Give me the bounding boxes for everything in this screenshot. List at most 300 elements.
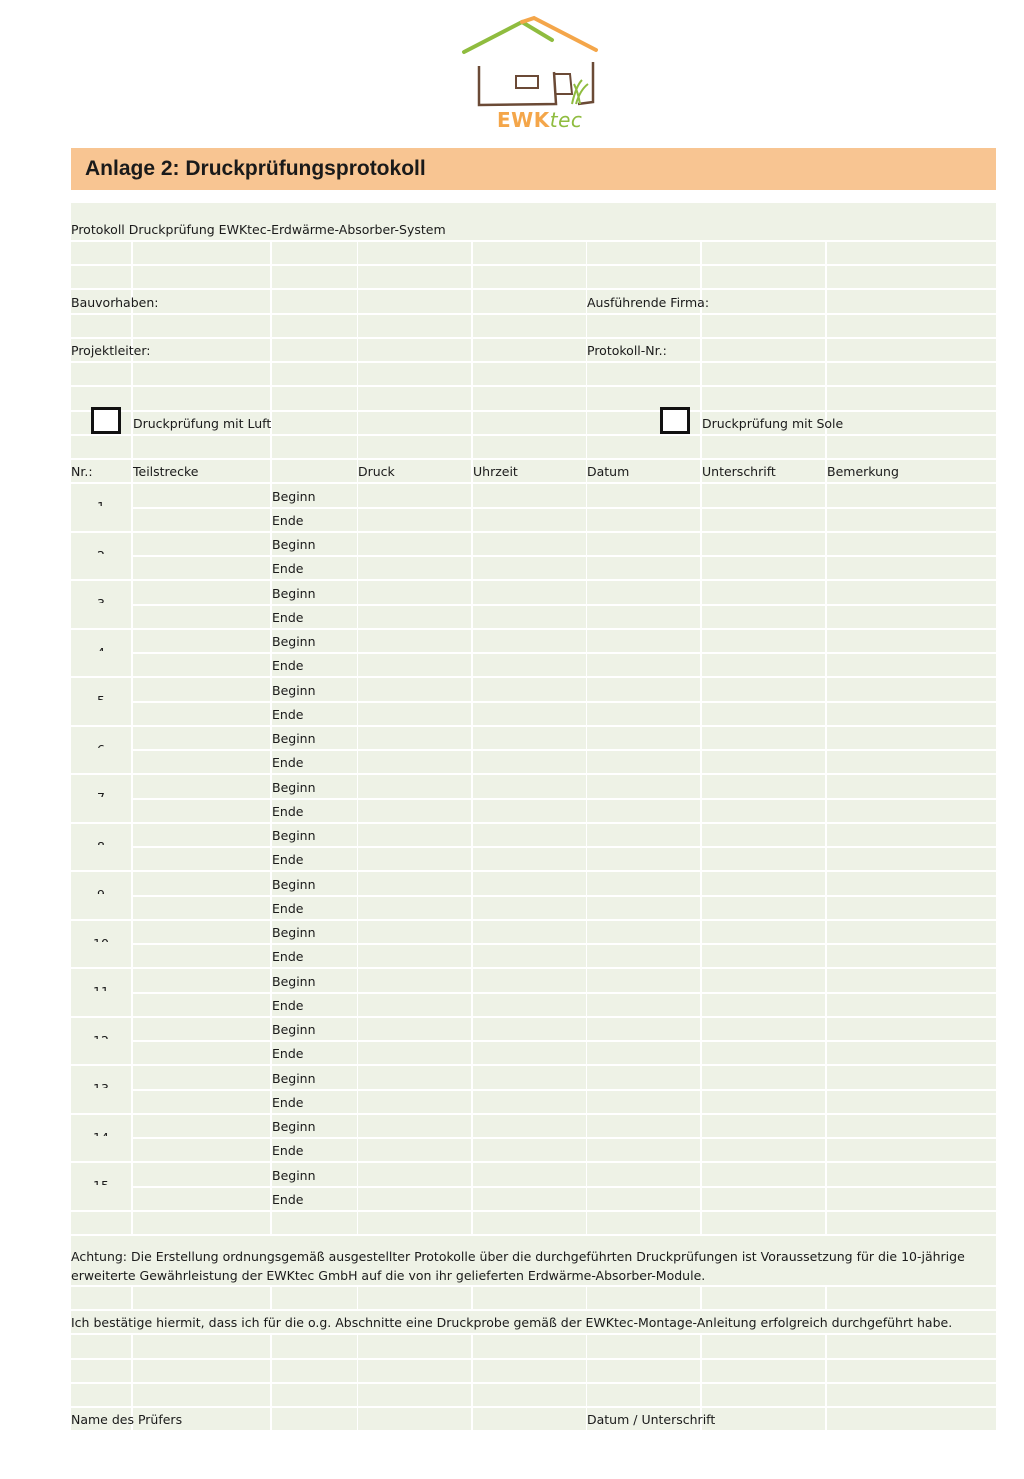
form-cell[interactable] bbox=[133, 1384, 270, 1406]
form-cell[interactable] bbox=[587, 703, 700, 725]
form-cell[interactable] bbox=[827, 1360, 996, 1382]
form-cell[interactable] bbox=[473, 290, 586, 312]
form-cell[interactable] bbox=[272, 315, 357, 337]
form-cell[interactable] bbox=[827, 606, 996, 628]
form-cell[interactable] bbox=[827, 242, 996, 264]
form-cell[interactable] bbox=[473, 775, 586, 797]
form-cell[interactable] bbox=[133, 1115, 270, 1137]
form-cell[interactable] bbox=[473, 824, 586, 846]
form-cell[interactable] bbox=[71, 1088, 131, 1113]
form-cell[interactable] bbox=[702, 266, 825, 288]
form-cell[interactable] bbox=[473, 727, 586, 749]
form-cell[interactable] bbox=[473, 1115, 586, 1137]
form-cell[interactable] bbox=[587, 581, 700, 603]
form-cell[interactable] bbox=[702, 1163, 825, 1185]
form-cell[interactable] bbox=[272, 387, 357, 409]
form-cell[interactable] bbox=[702, 436, 825, 458]
form-cell[interactable] bbox=[587, 654, 700, 676]
form-cell[interactable] bbox=[702, 1066, 825, 1088]
form-cell[interactable] bbox=[272, 1384, 357, 1406]
form-cell[interactable] bbox=[702, 969, 825, 991]
form-cell[interactable] bbox=[133, 1042, 270, 1064]
form-cell[interactable] bbox=[473, 412, 586, 434]
form-cell[interactable] bbox=[827, 848, 996, 870]
form-cell[interactable] bbox=[71, 845, 131, 870]
form-cell[interactable] bbox=[358, 509, 471, 531]
form-cell[interactable] bbox=[587, 1335, 700, 1357]
form-cell[interactable] bbox=[702, 1287, 825, 1309]
form-cell[interactable] bbox=[473, 848, 586, 870]
form-cell[interactable] bbox=[827, 290, 996, 312]
form-cell[interactable] bbox=[702, 1139, 825, 1161]
form-cell[interactable] bbox=[702, 339, 825, 361]
form-cell[interactable] bbox=[587, 630, 700, 652]
form-cell[interactable] bbox=[587, 1360, 700, 1382]
form-cell[interactable] bbox=[473, 533, 586, 555]
form-cell[interactable] bbox=[473, 751, 586, 773]
form-cell[interactable] bbox=[358, 1066, 471, 1088]
form-cell[interactable] bbox=[473, 703, 586, 725]
form-cell[interactable] bbox=[587, 848, 700, 870]
form-cell[interactable] bbox=[587, 921, 700, 943]
form-cell[interactable] bbox=[133, 921, 270, 943]
form-cell[interactable] bbox=[358, 727, 471, 749]
form-cell[interactable] bbox=[827, 775, 996, 797]
form-cell[interactable] bbox=[133, 994, 270, 1016]
form-cell[interactable] bbox=[473, 1091, 586, 1113]
form-cell[interactable] bbox=[702, 290, 825, 312]
form-cell[interactable] bbox=[358, 242, 471, 264]
form-cell[interactable] bbox=[473, 1212, 586, 1234]
form-cell[interactable] bbox=[133, 339, 270, 361]
form-cell[interactable] bbox=[71, 1335, 131, 1357]
form-cell[interactable] bbox=[587, 242, 700, 264]
form-cell[interactable] bbox=[71, 1039, 131, 1064]
form-cell[interactable] bbox=[272, 436, 357, 458]
form-cell[interactable] bbox=[358, 703, 471, 725]
form-cell[interactable] bbox=[71, 797, 131, 822]
form-cell[interactable] bbox=[358, 315, 471, 337]
form-cell[interactable] bbox=[702, 872, 825, 894]
form-cell[interactable] bbox=[133, 1163, 270, 1185]
form-cell[interactable] bbox=[71, 1287, 131, 1309]
form-cell[interactable] bbox=[827, 1408, 996, 1430]
form-cell[interactable] bbox=[827, 412, 996, 434]
form-cell[interactable] bbox=[272, 1212, 357, 1234]
form-cell[interactable] bbox=[473, 339, 586, 361]
form-cell[interactable] bbox=[702, 994, 825, 1016]
form-cell[interactable] bbox=[71, 603, 131, 628]
form-cell[interactable] bbox=[358, 897, 471, 919]
form-cell[interactable] bbox=[473, 1335, 586, 1357]
form-cell[interactable] bbox=[702, 315, 825, 337]
form-cell[interactable] bbox=[827, 581, 996, 603]
form-cell[interactable] bbox=[358, 339, 471, 361]
form-cell[interactable] bbox=[827, 436, 996, 458]
form-cell[interactable] bbox=[702, 921, 825, 943]
form-cell[interactable] bbox=[827, 1384, 996, 1406]
form-cell[interactable] bbox=[71, 315, 131, 337]
form-cell[interactable] bbox=[827, 654, 996, 676]
form-cell[interactable] bbox=[702, 800, 825, 822]
form-cell[interactable] bbox=[473, 509, 586, 531]
form-cell[interactable] bbox=[827, 727, 996, 749]
form-cell[interactable] bbox=[473, 921, 586, 943]
form-cell[interactable] bbox=[587, 533, 700, 555]
form-cell[interactable] bbox=[473, 581, 586, 603]
form-cell[interactable] bbox=[358, 872, 471, 894]
form-cell[interactable] bbox=[358, 945, 471, 967]
form-cell[interactable] bbox=[827, 387, 996, 409]
form-cell[interactable] bbox=[133, 315, 270, 337]
form-cell[interactable] bbox=[587, 1018, 700, 1040]
form-cell[interactable] bbox=[358, 412, 471, 434]
form-cell[interactable] bbox=[473, 1042, 586, 1064]
form-cell[interactable] bbox=[702, 484, 825, 506]
form-cell[interactable] bbox=[702, 581, 825, 603]
form-cell[interactable] bbox=[71, 700, 131, 725]
form-cell[interactable] bbox=[358, 1091, 471, 1113]
form-cell[interactable] bbox=[702, 387, 825, 409]
form-cell[interactable] bbox=[358, 775, 471, 797]
form-cell[interactable] bbox=[358, 290, 471, 312]
form-cell[interactable] bbox=[587, 363, 700, 385]
form-cell[interactable] bbox=[827, 1335, 996, 1357]
form-cell[interactable] bbox=[133, 1335, 270, 1357]
form-cell[interactable] bbox=[358, 363, 471, 385]
form-cell[interactable] bbox=[587, 897, 700, 919]
form-cell[interactable] bbox=[587, 1212, 700, 1234]
form-cell[interactable] bbox=[702, 824, 825, 846]
form-cell[interactable] bbox=[473, 1139, 586, 1161]
form-cell[interactable] bbox=[358, 1287, 471, 1309]
form-cell[interactable] bbox=[133, 1139, 270, 1161]
form-cell[interactable] bbox=[473, 800, 586, 822]
form-cell[interactable] bbox=[702, 1018, 825, 1040]
form-cell[interactable] bbox=[358, 1115, 471, 1137]
form-cell[interactable] bbox=[272, 266, 357, 288]
form-cell[interactable] bbox=[587, 800, 700, 822]
form-cell[interactable] bbox=[827, 1287, 996, 1309]
form-cell[interactable] bbox=[71, 266, 131, 288]
form-cell[interactable] bbox=[358, 581, 471, 603]
form-cell[interactable] bbox=[473, 436, 586, 458]
form-cell[interactable] bbox=[587, 751, 700, 773]
form-cell[interactable] bbox=[133, 1018, 270, 1040]
form-cell[interactable] bbox=[827, 1066, 996, 1088]
sole-checkbox[interactable] bbox=[660, 407, 690, 434]
form-cell[interactable] bbox=[358, 1188, 471, 1210]
form-cell[interactable] bbox=[133, 533, 270, 555]
form-cell[interactable] bbox=[358, 654, 471, 676]
form-cell[interactable] bbox=[473, 1188, 586, 1210]
form-cell[interactable] bbox=[272, 339, 357, 361]
form-cell[interactable] bbox=[272, 412, 357, 434]
form-cell[interactable] bbox=[133, 266, 270, 288]
form-cell[interactable] bbox=[473, 242, 586, 264]
form-cell[interactable] bbox=[133, 897, 270, 919]
form-cell[interactable] bbox=[358, 1360, 471, 1382]
form-cell[interactable] bbox=[587, 969, 700, 991]
form-cell[interactable] bbox=[702, 630, 825, 652]
form-cell[interactable] bbox=[358, 1018, 471, 1040]
form-cell[interactable] bbox=[702, 654, 825, 676]
form-cell[interactable] bbox=[827, 1091, 996, 1113]
form-cell[interactable] bbox=[272, 1287, 357, 1309]
luft-checkbox[interactable] bbox=[91, 407, 121, 434]
form-cell[interactable] bbox=[702, 363, 825, 385]
form-cell[interactable] bbox=[358, 533, 471, 555]
form-cell[interactable] bbox=[272, 1335, 357, 1357]
form-cell[interactable] bbox=[71, 1212, 131, 1234]
form-cell[interactable] bbox=[133, 1360, 270, 1382]
form-cell[interactable] bbox=[827, 800, 996, 822]
form-cell[interactable] bbox=[272, 290, 357, 312]
form-cell[interactable] bbox=[133, 509, 270, 531]
form-cell[interactable] bbox=[587, 557, 700, 579]
form-cell[interactable] bbox=[133, 800, 270, 822]
form-cell[interactable] bbox=[827, 1042, 996, 1064]
form-cell[interactable] bbox=[71, 651, 131, 676]
form-cell[interactable] bbox=[71, 242, 131, 264]
form-cell[interactable] bbox=[133, 654, 270, 676]
form-cell[interactable] bbox=[358, 994, 471, 1016]
form-cell[interactable] bbox=[702, 1091, 825, 1113]
form-cell[interactable] bbox=[587, 1115, 700, 1137]
form-cell[interactable] bbox=[473, 630, 586, 652]
form-cell[interactable] bbox=[702, 1360, 825, 1382]
form-cell[interactable] bbox=[133, 484, 270, 506]
form-cell[interactable] bbox=[587, 1066, 700, 1088]
form-cell[interactable] bbox=[358, 848, 471, 870]
form-cell[interactable] bbox=[272, 363, 357, 385]
form-cell[interactable] bbox=[71, 1185, 131, 1210]
form-cell[interactable] bbox=[133, 1091, 270, 1113]
form-cell[interactable] bbox=[702, 751, 825, 773]
form-cell[interactable] bbox=[358, 678, 471, 700]
form-cell[interactable] bbox=[587, 945, 700, 967]
form-cell[interactable] bbox=[473, 1287, 586, 1309]
form-cell[interactable] bbox=[587, 1384, 700, 1406]
form-cell[interactable] bbox=[827, 824, 996, 846]
form-cell[interactable] bbox=[587, 606, 700, 628]
form-cell[interactable] bbox=[71, 363, 131, 385]
form-cell[interactable] bbox=[358, 969, 471, 991]
form-cell[interactable] bbox=[133, 751, 270, 773]
form-cell[interactable] bbox=[71, 748, 131, 773]
form-cell[interactable] bbox=[358, 824, 471, 846]
form-cell[interactable] bbox=[587, 1091, 700, 1113]
form-cell[interactable] bbox=[702, 775, 825, 797]
form-cell[interactable] bbox=[133, 945, 270, 967]
form-cell[interactable] bbox=[133, 581, 270, 603]
form-cell[interactable] bbox=[702, 678, 825, 700]
form-cell[interactable] bbox=[358, 1335, 471, 1357]
form-cell[interactable] bbox=[587, 1188, 700, 1210]
form-cell[interactable] bbox=[702, 1212, 825, 1234]
form-cell[interactable] bbox=[587, 824, 700, 846]
form-cell[interactable] bbox=[587, 1287, 700, 1309]
form-cell[interactable] bbox=[827, 339, 996, 361]
form-cell[interactable] bbox=[587, 509, 700, 531]
form-cell[interactable] bbox=[358, 1163, 471, 1185]
form-cell[interactable] bbox=[702, 945, 825, 967]
form-cell[interactable] bbox=[71, 1360, 131, 1382]
form-cell[interactable] bbox=[473, 1018, 586, 1040]
form-cell[interactable] bbox=[133, 872, 270, 894]
form-cell[interactable] bbox=[702, 533, 825, 555]
form-cell[interactable] bbox=[133, 848, 270, 870]
form-cell[interactable] bbox=[827, 363, 996, 385]
form-cell[interactable] bbox=[702, 1042, 825, 1064]
form-cell[interactable] bbox=[587, 775, 700, 797]
form-cell[interactable] bbox=[702, 727, 825, 749]
form-cell[interactable] bbox=[827, 533, 996, 555]
form-cell[interactable] bbox=[272, 1408, 357, 1430]
form-cell[interactable] bbox=[133, 824, 270, 846]
form-cell[interactable] bbox=[587, 872, 700, 894]
form-cell[interactable] bbox=[358, 606, 471, 628]
form-cell[interactable] bbox=[358, 751, 471, 773]
form-cell[interactable] bbox=[473, 266, 586, 288]
form-cell[interactable] bbox=[473, 678, 586, 700]
form-cell[interactable] bbox=[702, 242, 825, 264]
form-cell[interactable] bbox=[827, 1163, 996, 1185]
form-cell[interactable] bbox=[473, 1066, 586, 1088]
form-cell[interactable] bbox=[473, 484, 586, 506]
form-cell[interactable] bbox=[133, 1066, 270, 1088]
form-cell[interactable] bbox=[473, 872, 586, 894]
form-cell[interactable] bbox=[587, 1042, 700, 1064]
form-cell[interactable] bbox=[827, 751, 996, 773]
form-cell[interactable] bbox=[133, 363, 270, 385]
form-cell[interactable] bbox=[827, 969, 996, 991]
form-cell[interactable] bbox=[702, 606, 825, 628]
form-cell[interactable] bbox=[473, 1384, 586, 1406]
form-cell[interactable] bbox=[71, 554, 131, 579]
form-cell[interactable] bbox=[272, 242, 357, 264]
form-cell[interactable] bbox=[702, 557, 825, 579]
form-cell[interactable] bbox=[473, 1408, 586, 1430]
form-cell[interactable] bbox=[702, 1335, 825, 1357]
form-cell[interactable] bbox=[827, 872, 996, 894]
form-cell[interactable] bbox=[358, 1139, 471, 1161]
form-cell[interactable] bbox=[587, 727, 700, 749]
form-cell[interactable] bbox=[133, 678, 270, 700]
form-cell[interactable] bbox=[587, 994, 700, 1016]
form-cell[interactable] bbox=[827, 678, 996, 700]
form-cell[interactable] bbox=[473, 557, 586, 579]
form-cell[interactable] bbox=[71, 436, 131, 458]
form-cell[interactable] bbox=[827, 1139, 996, 1161]
form-cell[interactable] bbox=[473, 994, 586, 1016]
form-cell[interactable] bbox=[702, 509, 825, 531]
form-cell[interactable] bbox=[71, 1136, 131, 1161]
form-cell[interactable] bbox=[587, 266, 700, 288]
form-cell[interactable] bbox=[358, 1384, 471, 1406]
form-cell[interactable] bbox=[473, 654, 586, 676]
form-cell[interactable] bbox=[71, 1384, 131, 1406]
form-cell[interactable] bbox=[473, 387, 586, 409]
form-cell[interactable] bbox=[587, 1139, 700, 1161]
form-cell[interactable] bbox=[133, 557, 270, 579]
form-cell[interactable] bbox=[827, 1212, 996, 1234]
form-cell[interactable] bbox=[702, 1188, 825, 1210]
form-cell[interactable] bbox=[473, 606, 586, 628]
form-cell[interactable] bbox=[71, 991, 131, 1016]
form-cell[interactable] bbox=[133, 387, 270, 409]
form-cell[interactable] bbox=[133, 242, 270, 264]
form-cell[interactable] bbox=[358, 436, 471, 458]
form-cell[interactable] bbox=[272, 460, 357, 482]
form-cell[interactable] bbox=[358, 1042, 471, 1064]
form-cell[interactable] bbox=[827, 266, 996, 288]
form-cell[interactable] bbox=[702, 848, 825, 870]
form-cell[interactable] bbox=[133, 727, 270, 749]
form-cell[interactable] bbox=[358, 387, 471, 409]
form-cell[interactable] bbox=[133, 703, 270, 725]
form-cell[interactable] bbox=[358, 921, 471, 943]
form-cell[interactable] bbox=[827, 630, 996, 652]
form-cell[interactable] bbox=[358, 557, 471, 579]
form-cell[interactable] bbox=[702, 1408, 825, 1430]
form-cell[interactable] bbox=[133, 1188, 270, 1210]
form-cell[interactable] bbox=[133, 969, 270, 991]
form-cell[interactable] bbox=[358, 800, 471, 822]
form-cell[interactable] bbox=[133, 775, 270, 797]
form-cell[interactable] bbox=[358, 1212, 471, 1234]
form-cell[interactable] bbox=[473, 897, 586, 919]
form-cell[interactable] bbox=[133, 1287, 270, 1309]
form-cell[interactable] bbox=[133, 606, 270, 628]
form-cell[interactable] bbox=[133, 630, 270, 652]
form-cell[interactable] bbox=[587, 315, 700, 337]
form-cell[interactable] bbox=[473, 1360, 586, 1382]
form-cell[interactable] bbox=[473, 1163, 586, 1185]
form-cell[interactable] bbox=[71, 942, 131, 967]
form-cell[interactable] bbox=[827, 484, 996, 506]
form-cell[interactable] bbox=[827, 1188, 996, 1210]
form-cell[interactable] bbox=[133, 1212, 270, 1234]
form-cell[interactable] bbox=[272, 1360, 357, 1382]
form-cell[interactable] bbox=[827, 703, 996, 725]
form-cell[interactable] bbox=[358, 266, 471, 288]
form-cell[interactable] bbox=[358, 630, 471, 652]
form-cell[interactable] bbox=[71, 894, 131, 919]
form-cell[interactable] bbox=[702, 897, 825, 919]
form-cell[interactable] bbox=[827, 994, 996, 1016]
form-cell[interactable] bbox=[71, 506, 131, 531]
form-cell[interactable] bbox=[133, 436, 270, 458]
form-cell[interactable] bbox=[473, 969, 586, 991]
form-cell[interactable] bbox=[473, 363, 586, 385]
form-cell[interactable] bbox=[827, 509, 996, 531]
form-cell[interactable] bbox=[827, 897, 996, 919]
form-cell[interactable] bbox=[473, 315, 586, 337]
form-cell[interactable] bbox=[827, 557, 996, 579]
form-cell[interactable] bbox=[827, 1018, 996, 1040]
form-cell[interactable] bbox=[702, 1384, 825, 1406]
form-cell[interactable] bbox=[827, 945, 996, 967]
form-cell[interactable] bbox=[827, 921, 996, 943]
form-cell[interactable] bbox=[473, 945, 586, 967]
form-cell[interactable] bbox=[358, 1408, 471, 1430]
form-cell[interactable] bbox=[587, 1163, 700, 1185]
form-cell[interactable] bbox=[358, 484, 471, 506]
form-cell[interactable] bbox=[587, 484, 700, 506]
form-cell[interactable] bbox=[587, 678, 700, 700]
form-cell[interactable] bbox=[827, 1115, 996, 1137]
